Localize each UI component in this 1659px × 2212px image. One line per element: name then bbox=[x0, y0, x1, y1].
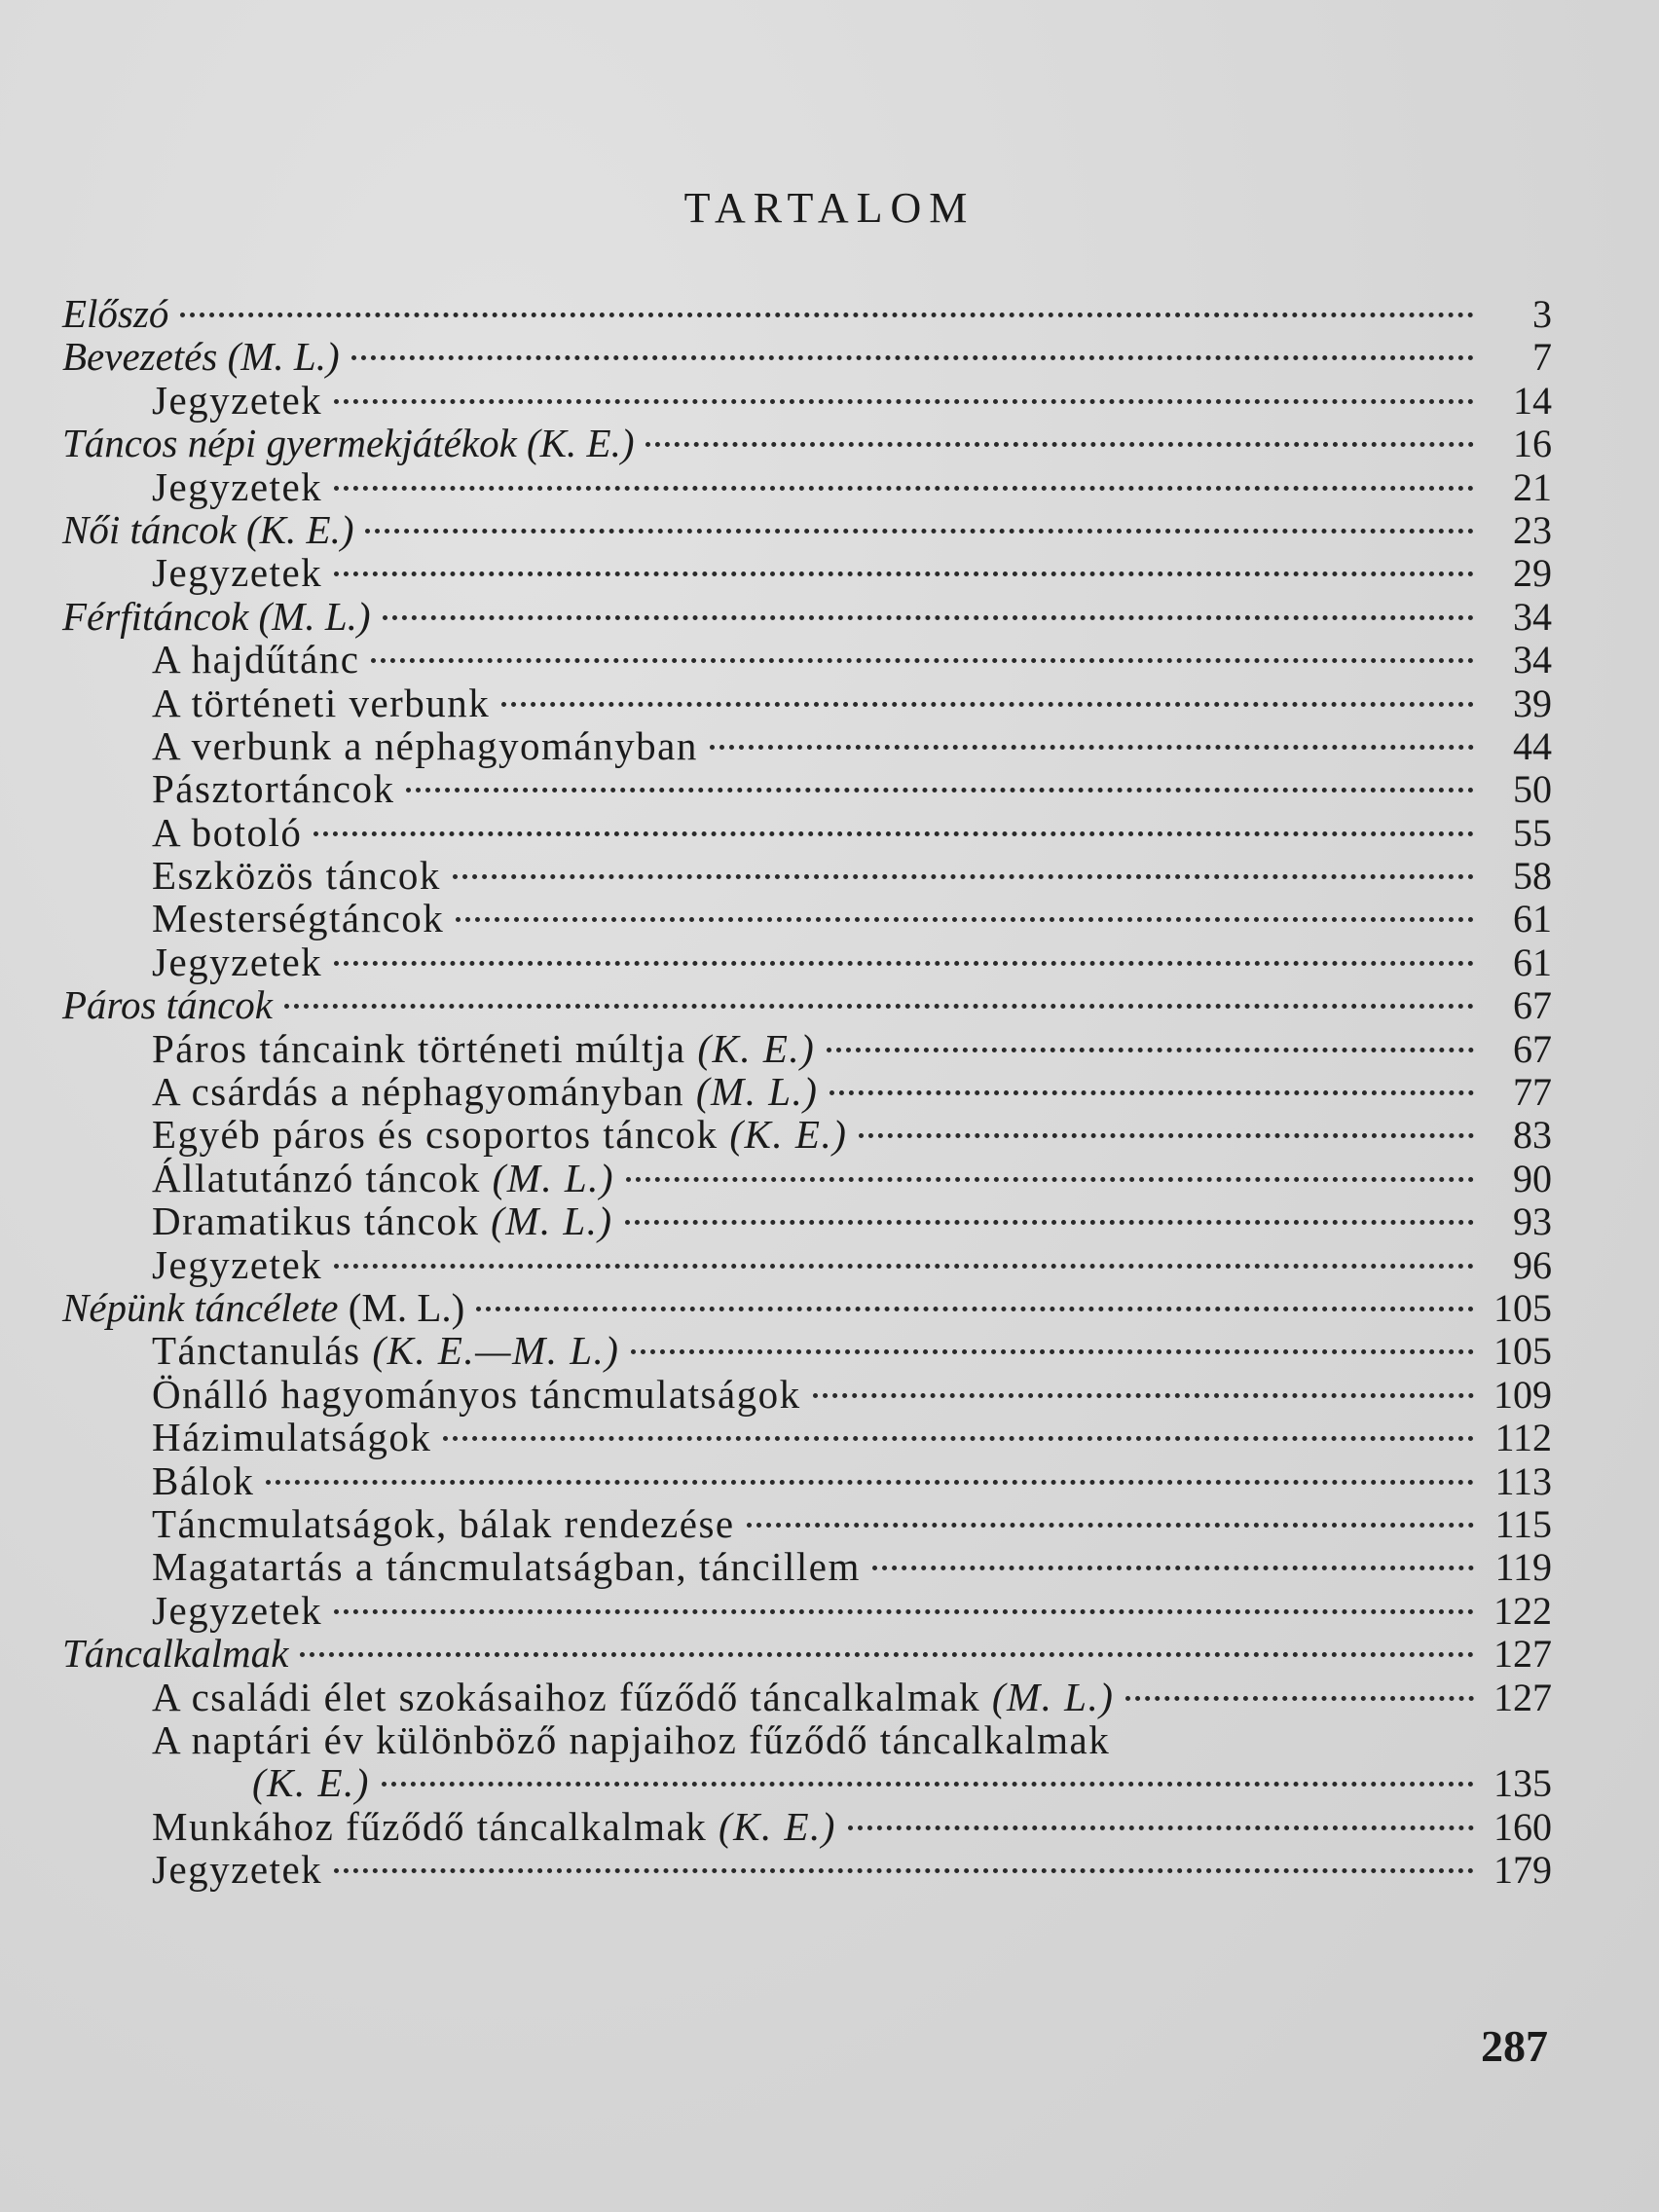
toc-entry-label: Jegyzetek bbox=[152, 1241, 323, 1287]
toc-entry-title bbox=[152, 1676, 1114, 1718]
toc-entry bbox=[62, 292, 1552, 335]
toc-entry bbox=[62, 335, 1552, 378]
dot-leader bbox=[645, 442, 1474, 447]
toc-entry-title bbox=[152, 682, 490, 724]
toc-entry-title bbox=[152, 1373, 801, 1416]
toc-entry-title bbox=[152, 1718, 1110, 1761]
toc-entry-title bbox=[152, 1848, 322, 1891]
toc-entry-page: 29 bbox=[1513, 551, 1552, 596]
toc-entry-label: Munkához fűződő táncalkalmak bbox=[152, 1803, 708, 1849]
toc-entry-page: 34 bbox=[1513, 594, 1552, 639]
toc-entry-page: 3 bbox=[1532, 292, 1552, 336]
toc-entry-page: 113 bbox=[1494, 1458, 1552, 1503]
toc-entry-label: A hajdűtánc bbox=[152, 637, 360, 682]
toc-entry-page: 39 bbox=[1513, 681, 1552, 725]
dot-leader bbox=[859, 1133, 1474, 1138]
toc-entry-page: 67 bbox=[1513, 1026, 1552, 1071]
toc-entry-page: 112 bbox=[1494, 1416, 1552, 1460]
dot-leader bbox=[827, 1048, 1474, 1052]
toc-entry bbox=[62, 1286, 1552, 1329]
toc-entry-label: Mesterségtáncok bbox=[152, 896, 445, 941]
toc-entry-title bbox=[152, 1027, 815, 1070]
toc-entry-page: 34 bbox=[1513, 638, 1552, 682]
toc-entry-page: 90 bbox=[1513, 1156, 1552, 1200]
toc-entry-page: 105 bbox=[1493, 1329, 1552, 1374]
dot-leader bbox=[334, 1609, 1474, 1614]
dot-leader bbox=[334, 571, 1474, 576]
toc-entry-page: 21 bbox=[1513, 464, 1552, 509]
toc-entry-label: A csárdás a néphagyományban bbox=[152, 1069, 685, 1115]
toc-entry-label: Bevezetés bbox=[62, 334, 218, 380]
toc-entry bbox=[62, 465, 1552, 508]
dot-leader bbox=[365, 529, 1474, 534]
toc-entry-label: Önálló hagyományos táncmulatságok bbox=[152, 1371, 801, 1417]
toc-entry bbox=[62, 508, 1552, 551]
toc-entry bbox=[62, 1805, 1552, 1848]
toc-entry bbox=[62, 940, 1552, 983]
toc-entry-label: Jegyzetek bbox=[152, 463, 323, 509]
toc-entry-page: 135 bbox=[1493, 1761, 1552, 1806]
toc-entry-author: (K. E.) bbox=[729, 1112, 848, 1158]
dot-leader bbox=[710, 745, 1474, 750]
toc-entry-page: 160 bbox=[1493, 1804, 1552, 1849]
toc-entry-page: 50 bbox=[1513, 767, 1552, 812]
toc-entry-title bbox=[152, 854, 441, 897]
toc-entry-label: Házimulatságok bbox=[152, 1415, 432, 1460]
toc-entry-page: 93 bbox=[1513, 1199, 1552, 1244]
toc-entry-title bbox=[152, 1805, 836, 1848]
toc-entry bbox=[62, 595, 1552, 638]
toc-entry-title bbox=[152, 897, 444, 940]
dot-leader bbox=[382, 1782, 1474, 1787]
toc-entry-label: Jegyzetek bbox=[152, 939, 323, 984]
toc-entry bbox=[62, 1027, 1552, 1070]
toc-entry-label: Páros táncok bbox=[62, 982, 273, 1028]
toc-entry-label: Jegyzetek bbox=[152, 1847, 323, 1893]
dot-leader bbox=[334, 1264, 1474, 1269]
toc-entry-title bbox=[152, 1199, 613, 1242]
toc-entry-page: 61 bbox=[1513, 897, 1552, 941]
dot-leader bbox=[830, 1090, 1474, 1095]
toc-entry-page: 55 bbox=[1513, 810, 1552, 855]
dot-leader bbox=[383, 615, 1474, 620]
toc-entry-label: Női táncok bbox=[62, 506, 237, 552]
toc-entry-label: Táncmulatságok, bálak rendezése bbox=[152, 1500, 735, 1546]
dot-leader bbox=[631, 1349, 1474, 1354]
toc-entry-page: 127 bbox=[1493, 1632, 1552, 1677]
toc-entry-title bbox=[252, 1761, 370, 1804]
dot-leader bbox=[284, 1004, 1474, 1009]
dot-leader bbox=[334, 399, 1474, 404]
toc-entry-author: (K. E.) bbox=[252, 1760, 370, 1806]
toc-entry-label: Egyéb páros és csoportos táncok bbox=[152, 1112, 719, 1158]
toc-entry-label: Dramatikus táncok bbox=[152, 1198, 480, 1244]
toc-entry-label: Táncos népi gyermekjátékok bbox=[62, 421, 517, 466]
toc-entry-author: (M. L.) bbox=[227, 334, 340, 380]
toc-entry-page: 105 bbox=[1493, 1285, 1552, 1330]
toc-entry-title bbox=[152, 811, 302, 854]
toc-entry bbox=[62, 1848, 1552, 1891]
dot-leader bbox=[1125, 1696, 1474, 1701]
toc-entry-title bbox=[152, 940, 322, 983]
toc-entry-label: Jegyzetek bbox=[152, 377, 323, 423]
toc-entry-label: Jegyzetek bbox=[152, 1587, 323, 1633]
toc-entry-author: (M. L.) bbox=[348, 1284, 465, 1330]
toc-entry-title bbox=[152, 1329, 619, 1372]
toc-entry-page: 77 bbox=[1513, 1070, 1552, 1115]
toc-entry-page: 7 bbox=[1532, 335, 1552, 380]
dot-leader bbox=[351, 355, 1474, 360]
toc-entry-label: Pásztortáncok bbox=[152, 766, 395, 812]
toc-entry-title bbox=[152, 1113, 847, 1156]
toc-entry-author: (K. E.) bbox=[697, 1025, 816, 1071]
toc-entry-title bbox=[152, 465, 322, 508]
dot-leader bbox=[371, 658, 1474, 663]
dot-leader bbox=[456, 917, 1474, 922]
toc-entry bbox=[62, 1718, 1552, 1761]
toc-entry-label: Férfitáncok bbox=[62, 593, 249, 639]
toc-entry-title bbox=[152, 1459, 254, 1502]
toc-entry-author: (K. E.—M. L.) bbox=[372, 1328, 620, 1374]
toc-entry-author: (M. L.) bbox=[258, 593, 371, 639]
toc-entry-page: 67 bbox=[1513, 983, 1552, 1028]
toc-entry-title bbox=[152, 551, 322, 594]
table-of-contents bbox=[62, 292, 1552, 1891]
dot-leader bbox=[334, 961, 1474, 966]
toc-entry bbox=[62, 422, 1552, 464]
toc-entry-label: A családi élet szokásaihoz fűződő táncalkalmak bbox=[152, 1674, 981, 1719]
dot-leader bbox=[453, 874, 1474, 879]
toc-entry-page: 96 bbox=[1513, 1242, 1552, 1287]
toc-entry-page: 127 bbox=[1493, 1675, 1552, 1719]
toc-entry bbox=[62, 682, 1552, 724]
toc-entry-page: 179 bbox=[1493, 1848, 1552, 1893]
toc-entry-title bbox=[152, 1502, 735, 1545]
toc-entry-title bbox=[152, 767, 394, 810]
toc-entry-title bbox=[62, 335, 340, 378]
toc-entry-title bbox=[152, 379, 322, 422]
dot-leader bbox=[501, 702, 1474, 707]
toc-entry bbox=[62, 1502, 1552, 1545]
dot-leader bbox=[747, 1523, 1474, 1528]
toc-entry-title bbox=[62, 508, 353, 551]
dot-leader bbox=[848, 1825, 1474, 1830]
toc-entry bbox=[62, 1761, 1552, 1804]
toc-entry-label: A botoló bbox=[152, 809, 303, 855]
toc-entry-title bbox=[152, 1070, 818, 1113]
toc-entry-author: (K. E.) bbox=[246, 506, 354, 552]
toc-entry-title bbox=[62, 1632, 288, 1675]
toc-entry-page: 61 bbox=[1513, 940, 1552, 984]
toc-entry-title bbox=[152, 1545, 861, 1588]
dot-leader bbox=[625, 1220, 1474, 1225]
toc-entry-label: Jegyzetek bbox=[152, 550, 323, 596]
toc-entry-title bbox=[62, 422, 634, 464]
toc-entry-title bbox=[152, 1589, 322, 1632]
toc-entry-page: 14 bbox=[1513, 378, 1552, 423]
toc-entry-title bbox=[62, 292, 168, 335]
toc-entry bbox=[62, 1589, 1552, 1632]
toc-entry-label: Előszó bbox=[62, 291, 169, 336]
toc-entry-label: Táncalkalmak bbox=[62, 1631, 289, 1677]
toc-entry bbox=[62, 1199, 1552, 1242]
toc-entry bbox=[62, 1113, 1552, 1156]
toc-entry-label: Páros táncaink történeti múltja bbox=[152, 1025, 686, 1071]
dot-leader bbox=[443, 1436, 1474, 1441]
toc-entry-title bbox=[152, 724, 698, 767]
toc-entry-page: 109 bbox=[1493, 1372, 1552, 1417]
toc-entry bbox=[62, 1416, 1552, 1458]
toc-entry-title bbox=[152, 1243, 322, 1286]
toc-entry-label: Eszközös táncok bbox=[152, 853, 441, 899]
toc-entry-label: Tánctanulás bbox=[152, 1328, 361, 1374]
toc-entry bbox=[62, 811, 1552, 854]
dot-leader bbox=[406, 788, 1474, 793]
toc-entry bbox=[62, 854, 1552, 897]
toc-entry bbox=[62, 638, 1552, 681]
toc-entry bbox=[62, 724, 1552, 767]
toc-entry bbox=[62, 1676, 1552, 1718]
dot-leader bbox=[313, 831, 1474, 836]
toc-entry-label: Magatartás a táncmulatságban, táncillem bbox=[152, 1544, 861, 1590]
dot-leader bbox=[334, 486, 1474, 491]
toc-entry-author: (M. L.) bbox=[491, 1198, 613, 1244]
toc-entry-author: (M. L.) bbox=[492, 1155, 615, 1200]
toc-entry bbox=[62, 897, 1552, 940]
toc-entry-page: 119 bbox=[1494, 1545, 1552, 1590]
toc-entry-label: A történeti verbunk bbox=[152, 680, 491, 725]
toc-entry-page: 16 bbox=[1513, 422, 1552, 466]
toc-entry-author: (M. L.) bbox=[695, 1069, 819, 1115]
dot-leader bbox=[300, 1652, 1474, 1657]
toc-entry bbox=[62, 379, 1552, 422]
dot-leader bbox=[180, 313, 1474, 317]
toc-entry-author: (M. L.) bbox=[991, 1674, 1115, 1719]
toc-entry-title bbox=[152, 1416, 431, 1458]
toc-entry-author: (K. E.) bbox=[527, 421, 635, 466]
toc-entry-title bbox=[62, 1286, 464, 1329]
toc-entry bbox=[62, 1632, 1552, 1675]
toc-entry-label: Bálok bbox=[152, 1457, 255, 1503]
dot-leader bbox=[334, 1868, 1474, 1873]
toc-entry-label: A naptári év különböző napjaihoz fűződő táncalkalmak bbox=[152, 1716, 1111, 1762]
toc-entry-author: (K. E.) bbox=[719, 1803, 836, 1849]
dot-leader bbox=[872, 1566, 1474, 1570]
toc-entry bbox=[62, 1545, 1552, 1588]
dot-leader bbox=[266, 1480, 1474, 1485]
page-title: TARTALOM bbox=[683, 184, 976, 232]
toc-entry bbox=[62, 1157, 1552, 1199]
toc-entry bbox=[62, 1373, 1552, 1416]
toc-entry-label: Népünk táncélete bbox=[62, 1284, 339, 1330]
toc-entry bbox=[62, 1329, 1552, 1372]
page-number: 287 bbox=[1481, 2021, 1548, 2071]
toc-entry-page: 23 bbox=[1513, 507, 1552, 552]
toc-entry-page: 83 bbox=[1513, 1113, 1552, 1158]
toc-entry-label: Állatutánzó táncok bbox=[152, 1155, 481, 1200]
toc-entry-title bbox=[152, 1157, 614, 1199]
toc-entry-title bbox=[152, 638, 359, 681]
toc-entry-title bbox=[62, 595, 371, 638]
toc-entry-title bbox=[62, 983, 273, 1026]
dot-leader bbox=[476, 1307, 1474, 1311]
toc-entry-page: 58 bbox=[1513, 854, 1552, 899]
dot-leader bbox=[813, 1393, 1474, 1398]
toc-entry bbox=[62, 767, 1552, 810]
toc-entry bbox=[62, 983, 1552, 1026]
toc-entry bbox=[62, 1243, 1552, 1286]
toc-entry bbox=[62, 1459, 1552, 1502]
toc-entry-page: 122 bbox=[1493, 1588, 1552, 1633]
toc-entry bbox=[62, 551, 1552, 594]
toc-entry bbox=[62, 1070, 1552, 1113]
toc-entry-page: 115 bbox=[1494, 1501, 1552, 1546]
dot-leader bbox=[626, 1177, 1474, 1182]
toc-entry-page: 44 bbox=[1513, 723, 1552, 768]
toc-entry-label: A verbunk a néphagyományban bbox=[152, 722, 698, 768]
